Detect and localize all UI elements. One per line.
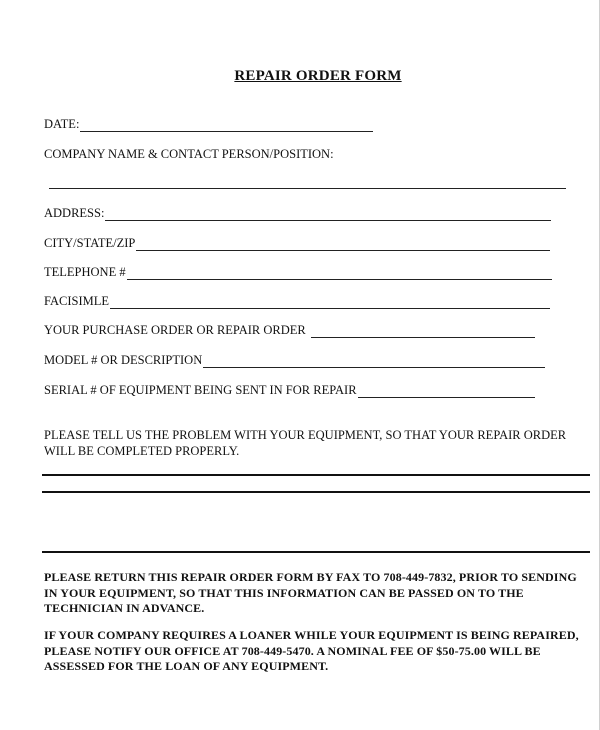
- problem-prompt: PLEASE TELL US THE PROBLEM WITH YOUR EQUIPMENT, SO THAT YOUR REPAIR ORDER WILL BE COMPLETED PROPERLY.: [44, 428, 567, 458]
- facsimile-label: FACISIMLE: [44, 294, 110, 308]
- company-input-line[interactable]: [49, 188, 566, 189]
- company-label: COMPANY NAME & CONTACT PERSON/POSITION:: [44, 147, 334, 161]
- loaner-notice: IF YOUR COMPANY REQUIRES A LOANER WHILE YOUR EQUIPMENT IS BEING REPAIRED, PLEASE NOTIFY OUR OFFICE AT 708-449-5470. A NOMINAL FEE OF $50-75.00 WILL BE ASSESSED FOR THE LOAN OF ANY EQUIPMENT.: [44, 628, 579, 673]
- problem-answer-line-3[interactable]: [42, 551, 590, 553]
- company-field-row: [44, 147, 334, 162]
- model-input-line[interactable]: [203, 356, 545, 368]
- telephone-input-line[interactable]: [127, 268, 552, 280]
- facsimile-input-line[interactable]: [110, 297, 550, 309]
- city-state-zip-label: CITY/STATE/ZIP: [44, 236, 136, 250]
- return-notice: PLEASE RETURN THIS REPAIR ORDER FORM BY FAX TO 708-449-7832, PRIOR TO SENDING IN YOUR EQUIPMENT, SO THAT THIS INFORMATION CAN BE PASSED ON TO THE TECHNICIAN IN ADVANCE.: [44, 570, 577, 615]
- model-field-row: [44, 353, 545, 368]
- purchase-order-label: YOUR PURCHASE ORDER OR REPAIR ORDER: [44, 323, 306, 337]
- serial-input-line[interactable]: [358, 386, 535, 398]
- purchase-order-input-line[interactable]: [311, 326, 535, 338]
- address-label: ADDRESS:: [44, 206, 105, 220]
- telephone-label: TELEPHONE #: [44, 265, 126, 279]
- problem-answer-line-2[interactable]: [42, 491, 590, 493]
- facsimile-field-row: [44, 294, 550, 309]
- city-state-zip-field-row: [44, 236, 550, 251]
- problem-answer-line-1[interactable]: [42, 474, 590, 476]
- telephone-field-row: [44, 265, 552, 280]
- address-field-row: [44, 206, 551, 221]
- form-title: REPAIR ORDER FORM: [234, 68, 402, 84]
- purchase-order-field-row: [44, 323, 535, 338]
- model-label: MODEL # OR DESCRIPTION: [44, 353, 203, 367]
- serial-field-row: [44, 383, 535, 398]
- address-input-line[interactable]: [105, 209, 551, 221]
- city-state-zip-input-line[interactable]: [136, 239, 550, 251]
- date-field-row: [44, 117, 373, 132]
- serial-label: SERIAL # OF EQUIPMENT BEING SENT IN FOR REPAIR: [44, 383, 357, 397]
- date-input-line[interactable]: [80, 120, 373, 132]
- date-label: DATE:: [44, 117, 80, 131]
